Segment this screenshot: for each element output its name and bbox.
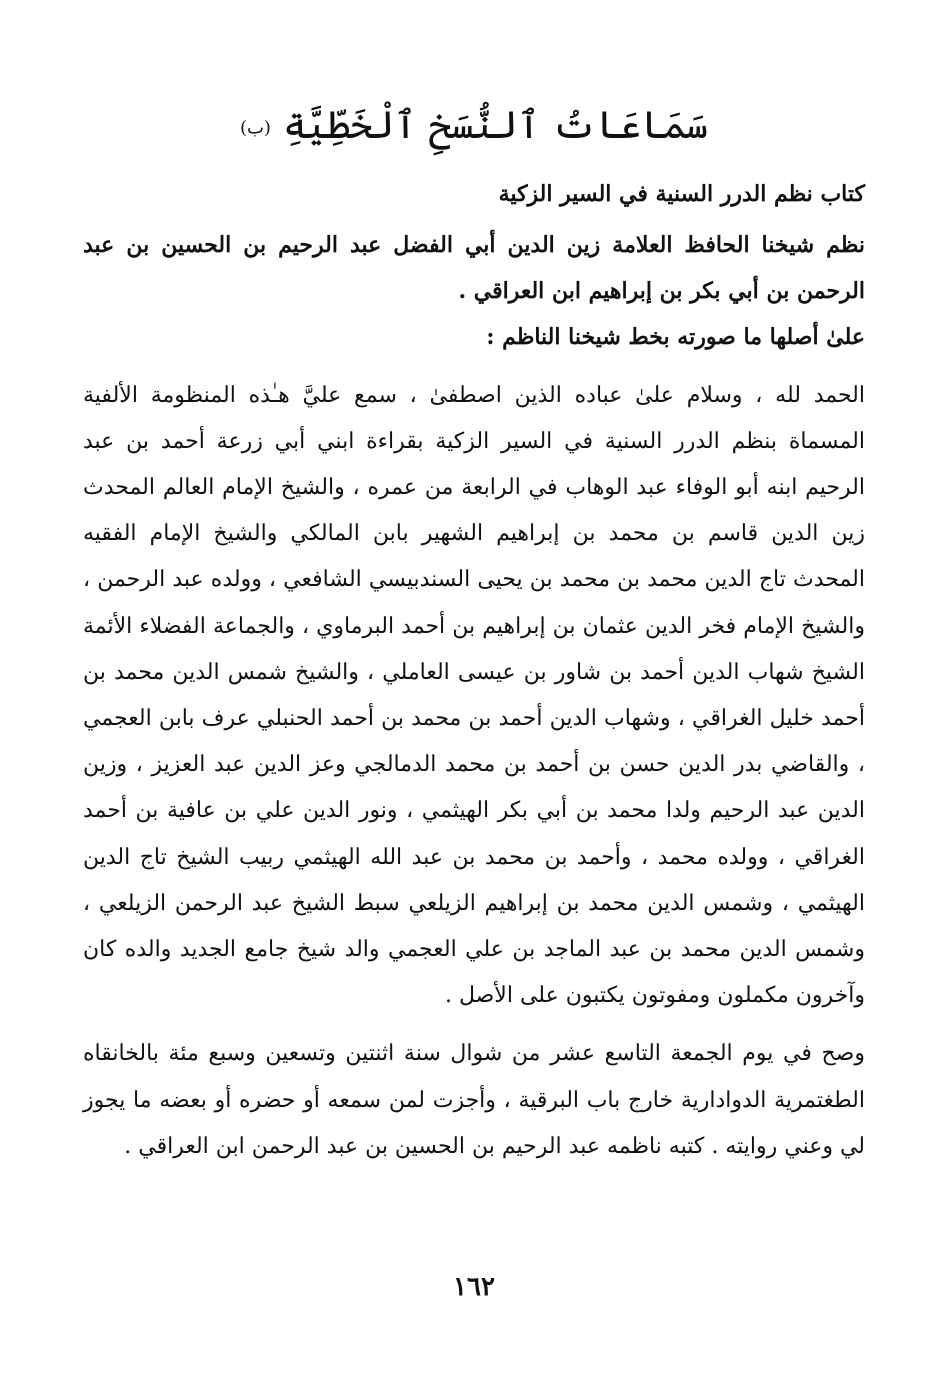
body-text xyxy=(83,222,865,1170)
header-label: (ب) xyxy=(239,117,271,139)
page-header xyxy=(0,95,948,159)
page-number: ١٦٢ xyxy=(453,1272,495,1302)
paragraph-source-note: علىٰ أصلها ما صورته بخط شيخنا الناظم : xyxy=(486,324,865,351)
paragraph-hearing-record: الحمد لله ، وسلام علىٰ عباده الذين اصطفىٰ ، سمع عليَّ هـٰذه المنظومة الألفية المسماة بنظم الدرر السنية في السير الزكية بقراءة ابني أبي زرعة أحمد بن عبد الرحيم ابنه أبو الوفاء عبد الوهاب في الرابعة من عمره ، والشيخ الإمام العالم المحدث زين الدين قاسم بن محمد بن إبراهيم الشهير بابن المالكي والشيخ الإمام الفقيه المحدث تاج الدين محمد بن محمد بن يحيى السندبيسي الشافعي ، وولده عبد الرحمن ، والشيخ الإمام فخر الدين عثمان بن إبراهيم بن أحمد البرماوي ، والجماعة الفضلاء الأئمة الشيخ شهاب الدين أحمد بن شاور بن عيسى العاملي ، والشيخ شمس الدين محمد بن أحمد خليل الغراقي ، وشهاب الدين أحمد بن محمد بن أحمد الحنبلي عرف بابن العجمي ، والقاضي بدر الدين حسن بن أحمد بن محمد الدمالجي وعز الدين عبد العزيز ، وزين الدين عبد الرحيم ولدا محمد بن أبي بكر الهيثمي ، ونور الدين علي بن عافية بن أحمد الغراقي ، وولده محمد ، وأحمد بن محمد بن عبد الله الهيثمي ربيب الشيخ تاج الدين الهيثمي ، وشمس الدين محمد بن إبراهيم الزيلعي سبط الشيخ عبد الرحمن الزيلعي ، وشمس الدين محمد بن عبد الماجد بن علي العجمي والد شيخ جامع الجديد والده كان وآخرون مكملون ومفوتون يكتبون على الأصل . xyxy=(83,382,865,1009)
book-title: كتاب نظم الدرر السنية في السير الزكية xyxy=(498,181,865,207)
paragraph-validation: وصح في يوم الجمعة التاسع عشر من شوال سنة اثنتين وتسعين وسبع مئة بالخانقاه الطغتمرية الدوادارية خارج باب البرقية ، وأجزت لمن سمعه أو حضره أو بعضه ما يجوز لي وعني روايته . كتبه ناظمه عبد الرحيم بن الحسين بن عبد الرحمن ابن العراقي . xyxy=(83,1041,865,1159)
header-title: سَمَاعَاتُ ٱلنُّسَخِ ٱلْخَطِّيَّةِ xyxy=(283,103,709,147)
paragraph-author: نظم شيخنا الحافظ العلامة زين الدين أبي الفضل عبد الرحيم بن الحسين بن عبد الرحمن بن أبي بكر بن إبراهيم ابن العراقي . xyxy=(83,232,865,305)
